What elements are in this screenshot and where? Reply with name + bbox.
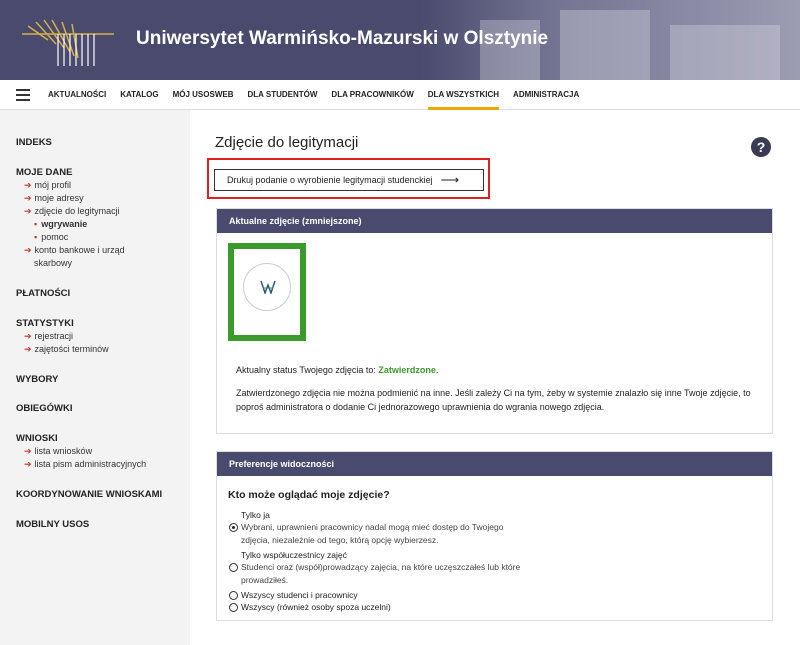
arrow-right-icon: ➔: [24, 446, 32, 456]
sidebar-item-indeks[interactable]: INDEKS: [16, 137, 52, 148]
visibility-question: Kto może oglądać moje zdjęcie?: [228, 489, 390, 501]
nav-item-dla-pracownikow[interactable]: DLA PRACOWNIKÓW: [331, 90, 414, 99]
option-label-all-students-staff: Wszyscy studenci i pracownicy: [241, 590, 358, 600]
status-badge: Zatwierdzone: [378, 365, 436, 375]
arrow-right-icon: ⟶: [440, 172, 460, 187]
sidebar-item-mobilny[interactable]: MOBILNY USOS: [16, 519, 90, 530]
site-header: [0, 0, 800, 80]
current-photo: [228, 243, 306, 341]
radio-everyone[interactable]: [229, 603, 238, 612]
sidebar-item-statystyki[interactable]: STATYSTYKI: [16, 318, 74, 329]
arrow-right-icon: ➔: [24, 459, 32, 469]
sidebar-link-moj-profil[interactable]: ➔ mój profil: [24, 180, 72, 190]
sidebar-sub-pomoc[interactable]: ▪ pomoc: [34, 232, 69, 242]
photo-status: Aktualny status Twojego zdjęcia to: Zatwierdzone.: [236, 365, 439, 375]
photo-info-text: Zatwierdzonego zdjęcia nie można podmienić na inne. Jeśli zależy Ci na tym, żeby w systemie znalazło się inne Twoje zdjęcie, to poproś administratora o dodanie Ci jednorazowego uprawnienia do wgrania nowego zdjęcia.: [236, 388, 751, 412]
university-title[interactable]: Uniwersytet Warmińsko-Mazurski w Olsztynie: [136, 28, 549, 49]
sidebar-item-moje-dane[interactable]: MOJE DANE: [16, 167, 73, 178]
nav-item-administracja[interactable]: ADMINISTRACJA: [513, 90, 580, 99]
sidebar-link-zajetosci[interactable]: ➔ zajętości terminów: [24, 344, 109, 354]
option-desc-participants: Studenci oraz (współ)prowadzący zajęcia, na które uczęszczałeś lub które prowadziłeś.: [241, 562, 521, 585]
sidebar-link-konto[interactable]: ➔ konto bankowe i urząd: [24, 245, 125, 255]
option-desc-only-me: Wybrani, uprawnieni pracownicy nadal mogą mieć dostęp do Twojego zdjęcia, niezależnie od tego, którą opcję wybierzesz.: [241, 522, 504, 545]
arrow-right-icon: ➔: [24, 180, 32, 190]
sidebar-link-zdjecie[interactable]: ➔ zdjęcie do legitymacji: [24, 206, 120, 216]
page-title: Zdjęcie do legitymacji: [215, 134, 359, 151]
sidebar: [0, 110, 190, 645]
nav-item-dla-wszystkich[interactable]: DLA WSZYSTKICH: [428, 80, 499, 110]
sidebar-item-wybory[interactable]: WYBORY: [16, 374, 59, 385]
sidebar-item-wnioski[interactable]: WNIOSKI: [16, 433, 58, 444]
print-application-button[interactable]: Drukuj podanie o wyrobienie legitymacji studenckiej ⟶: [214, 169, 484, 191]
bullet-icon: ▪: [34, 219, 38, 229]
sidebar-link-konto-cont[interactable]: skarbowy: [34, 258, 73, 268]
arrow-right-icon: ➔: [24, 331, 32, 341]
arrow-right-icon: ➔: [24, 206, 32, 216]
help-icon[interactable]: ?: [751, 137, 771, 157]
radio-participants[interactable]: [229, 563, 238, 572]
sidebar-item-koordynowanie[interactable]: KOORDYNOWANIE WNIOSKAMI: [16, 489, 163, 500]
sidebar-link-moje-adresy[interactable]: ➔ moje adresy: [24, 193, 84, 203]
nav-items: [48, 80, 593, 110]
university-seal-icon: [243, 263, 291, 311]
sidebar-sub-wgrywanie[interactable]: ▪ wgrywanie: [34, 219, 88, 229]
nav-item-dla-studentow[interactable]: DLA STUDENTÓW: [247, 90, 318, 99]
nav-item-katalog[interactable]: KATALOG: [120, 90, 159, 99]
arrow-right-icon: ➔: [24, 245, 32, 255]
radio-only-me[interactable]: [229, 523, 238, 532]
sidebar-link-rejestracji[interactable]: ➔ rejestracji: [24, 331, 74, 341]
sidebar-link-lista-pism[interactable]: ➔ lista pism administracyjnych: [24, 459, 147, 469]
option-label-everyone: Wszyscy (również osoby spoza uczelni): [241, 602, 391, 612]
sidebar-item-platnosci[interactable]: PŁATNOŚCI: [16, 288, 71, 299]
sidebar-link-lista-wnioskow[interactable]: ➔ lista wniosków: [24, 446, 93, 456]
main-navigation: [0, 80, 800, 110]
radio-all-students-staff[interactable]: [229, 591, 238, 600]
nav-item-moj-usosweb[interactable]: MÓJ USOSWEB: [172, 90, 234, 99]
nav-item-aktualnosci[interactable]: AKTUALNOŚCI: [48, 90, 107, 99]
option-label-participants: Tylko współuczestnicy zajęć: [241, 550, 347, 560]
option-label-only-me: Tylko ja: [241, 510, 270, 520]
sidebar-item-obiegowki[interactable]: OBIEGÓWKI: [16, 403, 73, 414]
university-logo-icon[interactable]: [18, 12, 118, 70]
visibility-preferences-header: Preferencje widoczności: [217, 452, 772, 476]
seal-emblem-icon: [260, 280, 276, 294]
bullet-icon: ▪: [34, 232, 38, 242]
arrow-right-icon: ➔: [24, 344, 32, 354]
arrow-right-icon: ➔: [24, 193, 32, 203]
menu-icon[interactable]: [16, 89, 30, 101]
current-photo-header: Aktualne zdjęcie (zmniejszone): [217, 209, 772, 233]
